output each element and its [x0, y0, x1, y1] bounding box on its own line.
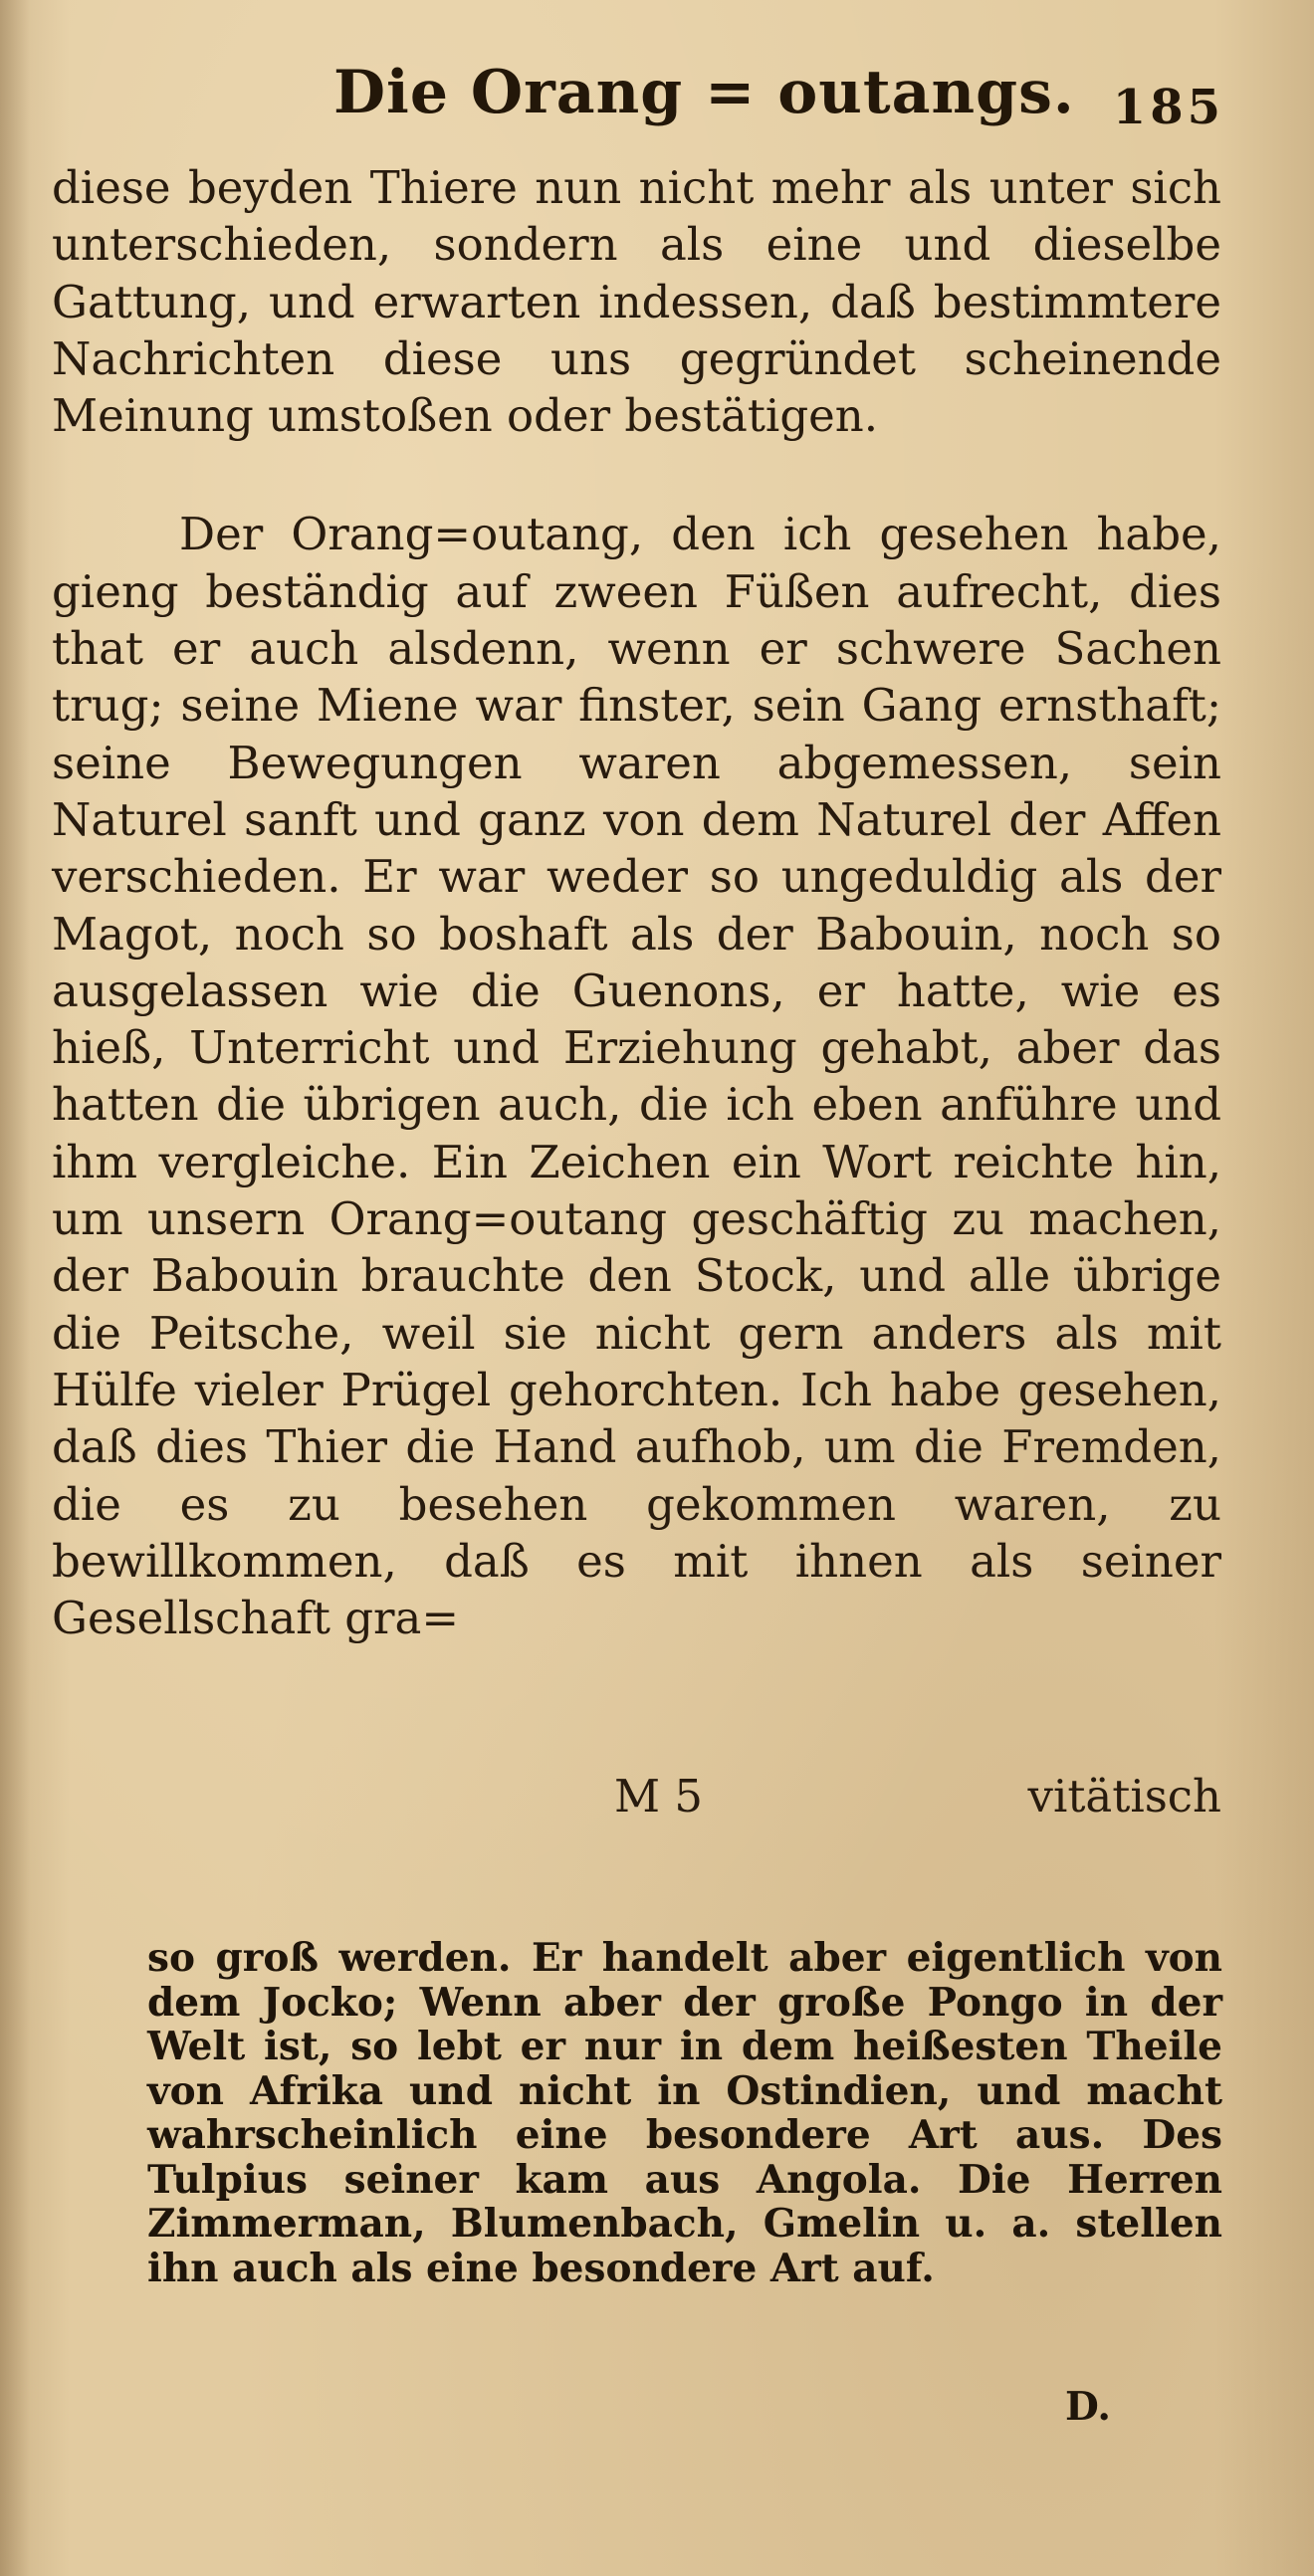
page-number: 185: [1112, 80, 1224, 135]
page-edge-shadow: [0, 0, 30, 2576]
running-title: Die Orang = outangs.: [333, 58, 1075, 127]
paragraph-2: Der Orang=outang, den ich gesehen habe, gieng beständig auf zween Füßen aufrecht, dies that er auch alsdenn, wenn er schwere Sachen trug; seine Miene war finster, sein Gang ernsthaft; seine Bewegungen waren abgemessen, sein Naturel sanft und ganz von dem Naturel der Affen verschieden. Er war weder so ungeduldig als der Magot, noch so boshaft als der Babouin, noch so ausgelassen wie die Guenons, er hatte, wie es hieß, Unterricht und Erziehung gehabt, aber das hatten die übrigen auch, die ich eben anführe und ihm vergleiche. Ein Zeichen ein Wort reichte hin, um unsern Orang=outang geschäftig zu machen, der Babouin brauchte den Stock, und alle übrige die Peitsche, weil sie nicht gern anders als mit Hülfe vieler Prügel gehorchten. Ich habe gesehen, daß dies Thier die Hand aufhob, um die Fremden, die es zu besehen gekommen waren, zu bewillkommen, daß es mit ihnen als seiner Gesellschaft gra=: [52, 508, 1221, 1645]
page-header: [50, 58, 1224, 147]
catchword: vitätisch: [1027, 1770, 1221, 1823]
main-text: [52, 159, 1221, 1646]
signature-mark: M 5: [614, 1770, 704, 1823]
footnote: [147, 1936, 1222, 2290]
footnote-catchword: D.: [1065, 2384, 1112, 2430]
paragraph-1: diese beyden Thiere nun nicht mehr als unter sich unterschieden, sondern als eine und dieselbe Gattung, und erwarten indessen, daß bestimmtere Nachrichten diese uns gegründet scheinende Meinung umstoßen oder bestätigen.: [52, 161, 1221, 443]
footnote-text: so groß werden. Er handelt aber eigentlich von dem Jocko; Wenn aber der große Pongo in der Welt ist, so lebt er nur in dem heißesten Theile von Afrika und nicht in Ostindien, und macht wahrscheinlich eine besondere Art aus. Des Tulpius seiner kam aus Angola. Die Herren Zimmerman, Blumenbach, Gmelin u. a. stellen ihn auch als eine besondere Art auf.: [147, 1935, 1222, 2291]
page-foot-line: [52, 1770, 1221, 1829]
